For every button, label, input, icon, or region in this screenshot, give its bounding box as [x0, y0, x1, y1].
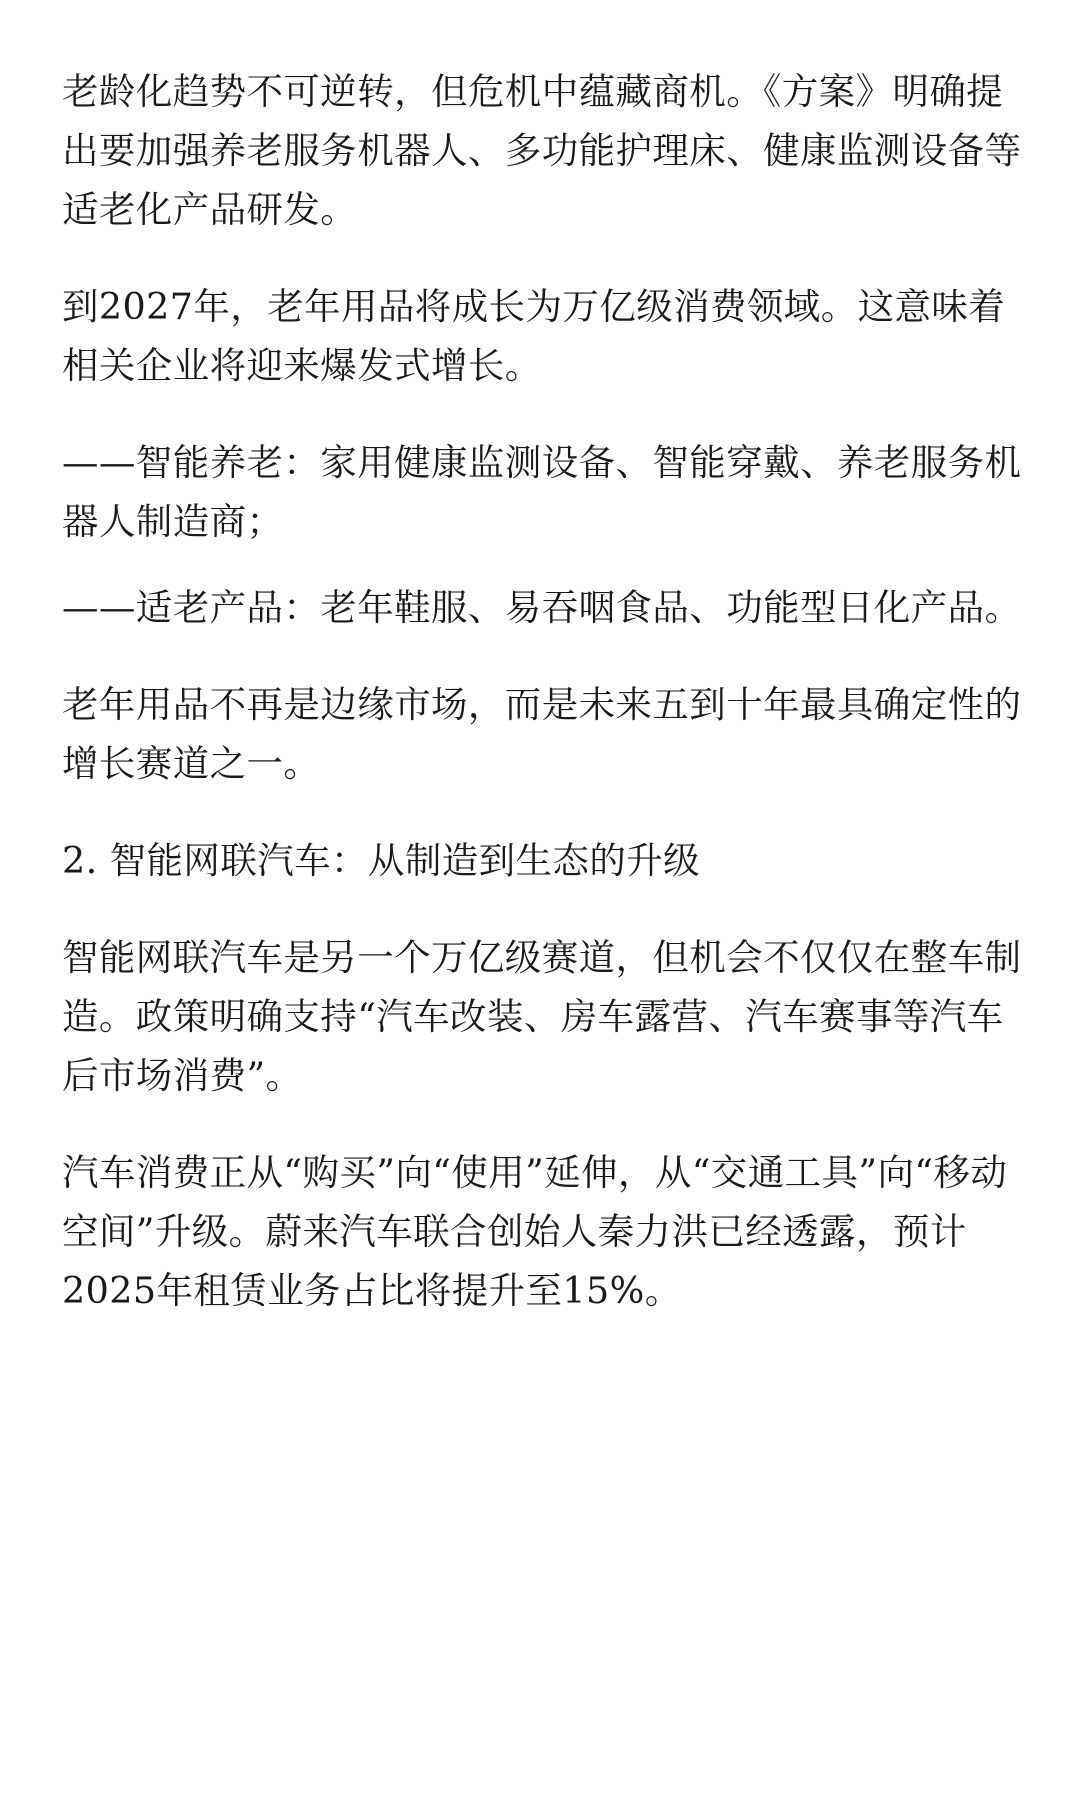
list-item-smart-elderly-care: ——智能养老：家用健康监测设备、智能穿戴、养老服务机器人制造商；	[62, 441, 1022, 543]
list-item-aging-friendly-products: ——适老产品：老年鞋服、易吞咽食品、功能型日化产品。	[62, 586, 1022, 629]
paragraph-car-consumption: 汽车消费正从“购买”向“使用”延伸，从“交通工具”向“移动空间”升级。蔚来汽车联合创始人秦力洪已经透露，预计2025年租赁业务占比将提升至15%。	[62, 1151, 1008, 1312]
paragraph-growth-track: 老年用品不再是边缘市场，而是未来五到十年最具确定性的增长赛道之一。	[62, 683, 1022, 785]
paragraph-connected-vehicles: 智能网联汽车是另一个万亿级赛道，但机会不仅仅在整车制造。政策明确支持“汽车改装、房车露营、汽车赛事等汽车后市场消费”。	[62, 936, 1022, 1097]
paragraph-2027-market: 到2027年，老年用品将成长为万亿级消费领域。这意味着相关企业将迎来爆发式增长。	[62, 285, 1006, 387]
section-heading-connected-vehicles: 2. 智能网联汽车：从制造到生态的升级	[62, 839, 701, 882]
paragraph-aging-trend: 老龄化趋势不可逆转，但危机中蕴藏商机。《方案》明确提出要加强养老服务机器人、多功能护理床、健康监测设备等适老化产品研发。	[62, 70, 1022, 231]
article-body	[62, 62, 1022, 1358]
